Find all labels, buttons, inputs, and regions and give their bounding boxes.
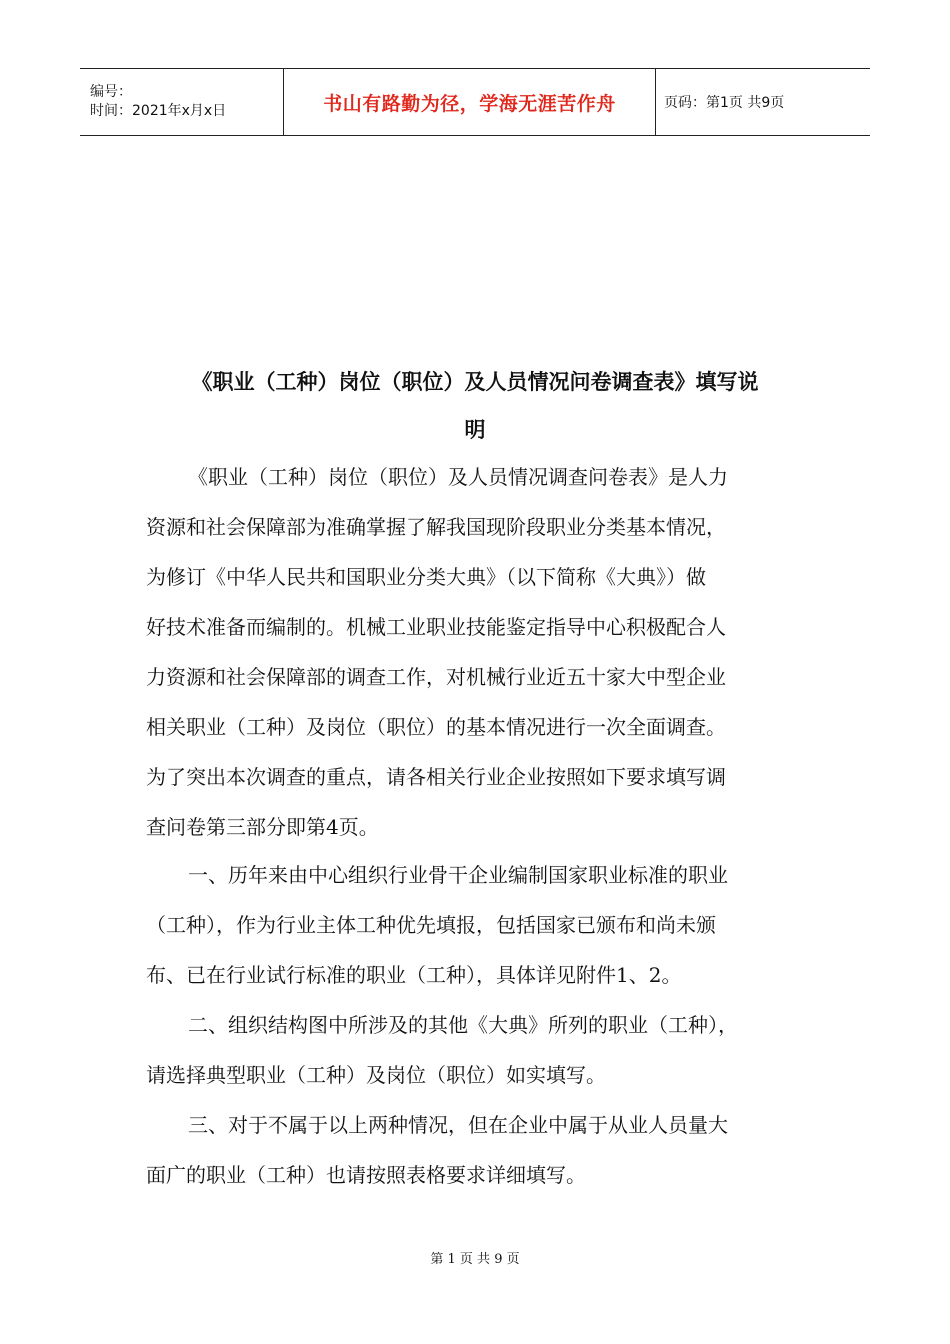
document-number-label: 编号： bbox=[90, 84, 132, 100]
item-three-paragraph bbox=[146, 1110, 826, 1210]
header-meta bbox=[80, 69, 283, 135]
intro-paragraph bbox=[146, 462, 826, 862]
paragraph-line: 相关职业（工种）及岗位（职位）的基本情况进行一次全面调查。 bbox=[146, 715, 726, 739]
paragraph-line: 布、已在行业试行标准的职业（工种），具体详见附件1、2。 bbox=[146, 963, 682, 987]
paragraph-line: 为了突出本次调查的重点，请各相关行业企业按照如下要求填写调 bbox=[146, 765, 726, 789]
paragraph-line: 好技术准备而编制的。机械工业职业技能鉴定指导中心积极配合人 bbox=[146, 615, 726, 639]
item-two-paragraph bbox=[146, 1010, 826, 1110]
header-motto: 书山有路勤为径，学海无涯苦作舟 bbox=[323, 92, 616, 115]
header-motto-cell bbox=[283, 69, 656, 135]
paragraph-line: 请选择典型职业（工种）及岗位（职位）如实填写。 bbox=[146, 1063, 606, 1087]
paragraph-line: 查问卷第三部分即第4页。 bbox=[146, 815, 379, 839]
document-date: 时间：2021年x月x日 bbox=[90, 103, 227, 119]
paragraph-line: 面广的职业（工种）也请按照表格要求详细填写。 bbox=[146, 1163, 586, 1187]
paragraph-line: （工种），作为行业主体工种优先填报，包括国家已颁布和尚未颁 bbox=[146, 913, 716, 937]
paragraph-line: 《职业（工种）岗位（职位）及人员情况调查问卷表》是人力 bbox=[188, 465, 728, 489]
paragraph-line: 资源和社会保障部为准确掌握了解我国现阶段职业分类基本情况， bbox=[146, 515, 726, 539]
paragraph-line: 为修订《中华人民共和国职业分类大典》（以下简称《大典》）做 bbox=[146, 565, 706, 589]
item-one-paragraph bbox=[146, 860, 826, 1010]
document-title-continued: 明 bbox=[464, 418, 486, 442]
paragraph-line: 三、对于不属于以上两种情况，但在企业中属于从业人员量大 bbox=[188, 1113, 728, 1137]
page-footer: 第 1 页 共 9 页 bbox=[430, 1252, 520, 1267]
paragraph-line: 一、历年来由中心组织行业骨干企业编制国家职业标准的职业 bbox=[188, 863, 728, 887]
header-page-info: 页码：第1页 共9页 bbox=[664, 95, 785, 111]
document-title: 《职业（工种）岗位（职位）及人员情况问卷调查表》填写说 bbox=[191, 370, 759, 394]
page-header bbox=[80, 68, 870, 136]
paragraph-line: 力资源和社会保障部的调查工作，对机械行业近五十家大中型企业 bbox=[146, 665, 726, 689]
paragraph-line: 二、组织结构图中所涉及的其他《大典》所列的职业（工种）， bbox=[188, 1013, 738, 1037]
